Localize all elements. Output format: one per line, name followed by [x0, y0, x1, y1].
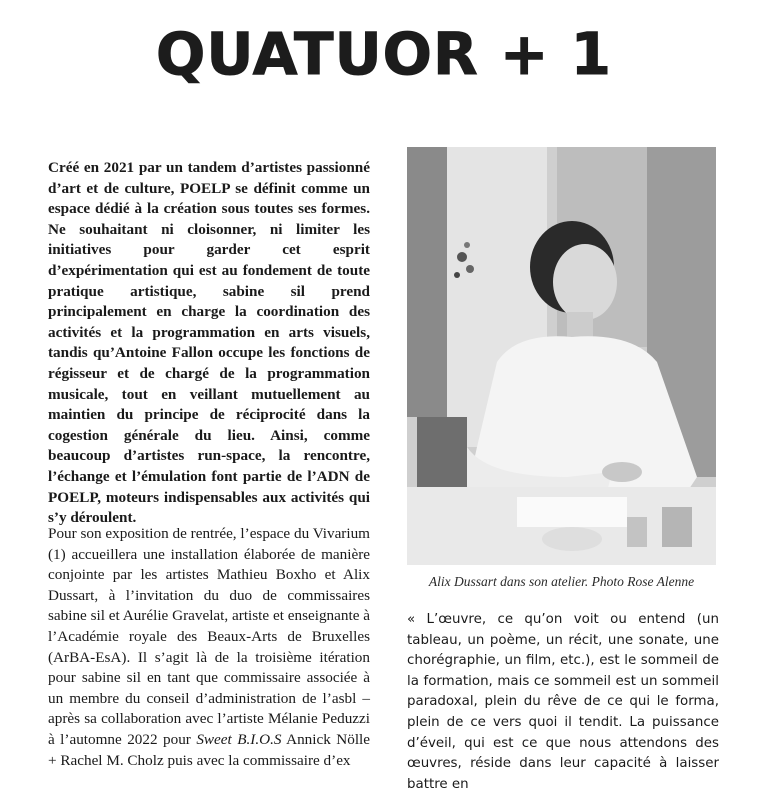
- photo-caption: Alix Dussart dans son atelier. Photo Rose Alenne: [428, 574, 695, 589]
- quote-paragraph: « L’œuvre, ce qu’on voit ou entend (un tableau, un poème, un récit, une sonate, une chorégraphie, un film, etc.), est le sommeil de la formation, mais ce sommeil est un sommeil paradoxal, plein du rêve de ce qui le forma, plein de ce vers quoi il tendit. La puissance d’éveil, qui est ce que nous attendons des œuvres, réside dans leur capacité à laisser battre en: [407, 612, 719, 792]
- artist-photo: [407, 147, 716, 565]
- intro-paragraph: Créé en 2021 par un tandem d’artistes passionné d’art et de culture, POELP se définit comme un espace dédié à la création sous toutes ses formes. Ne souhaitant ni cloisonner, ni limiter les initiatives pour garder cet esprit d’expérimentation qui est au fondement de toute pratique artistique, sabine sil prend principalement en charge la coordination des activités et la programmation en arts visuels, tandis qu’Antoine Fallon occupe les fonctions de régisseur et de chargé de la programmation musicale, tout en veillant mutuellement au maintien du principe de réciprocité dans la cogestion générale du lieu. Ainsi, comme beaucoup d’artistes run-space, la rencontre, l’échange et l’émulation font partie de l’ADN de POELP, moteurs indispensables aux activités qui s’y déroulent.: [48, 159, 370, 527]
- body-text: Pour son exposition de rentrée, l’espace du Vivarium (1) accueillera une installation élaborée de manière conjointe par les artistes Mathieu Boxho et Alix Dussart, à l’invitation du duo de commissaires sabine sil et Aurélie Gravelat, artiste et enseignante à l’Académie royale des Beaux-Arts de Bruxelles (ArBA-EsA). Il s’agit là de la troisième itération pour sabine sil en tant que commissaire associée à un membre du conseil d’administration de l’asbl – après sa collaboration avec l’artiste Mélanie Peduzzi à l’automne 2022 pour: [48, 525, 370, 748]
- article-headline: QUATUOR + 1: [156, 20, 612, 88]
- body-text-continued: Annick Nölle + Rachel M. Cholz puis avec la commissaire d’ex: [48, 730, 371, 769]
- photo-illustration: [407, 147, 716, 565]
- body-paragraph: [48, 524, 370, 771]
- exhibition-title: Sweet B.I.O.S: [196, 730, 282, 748]
